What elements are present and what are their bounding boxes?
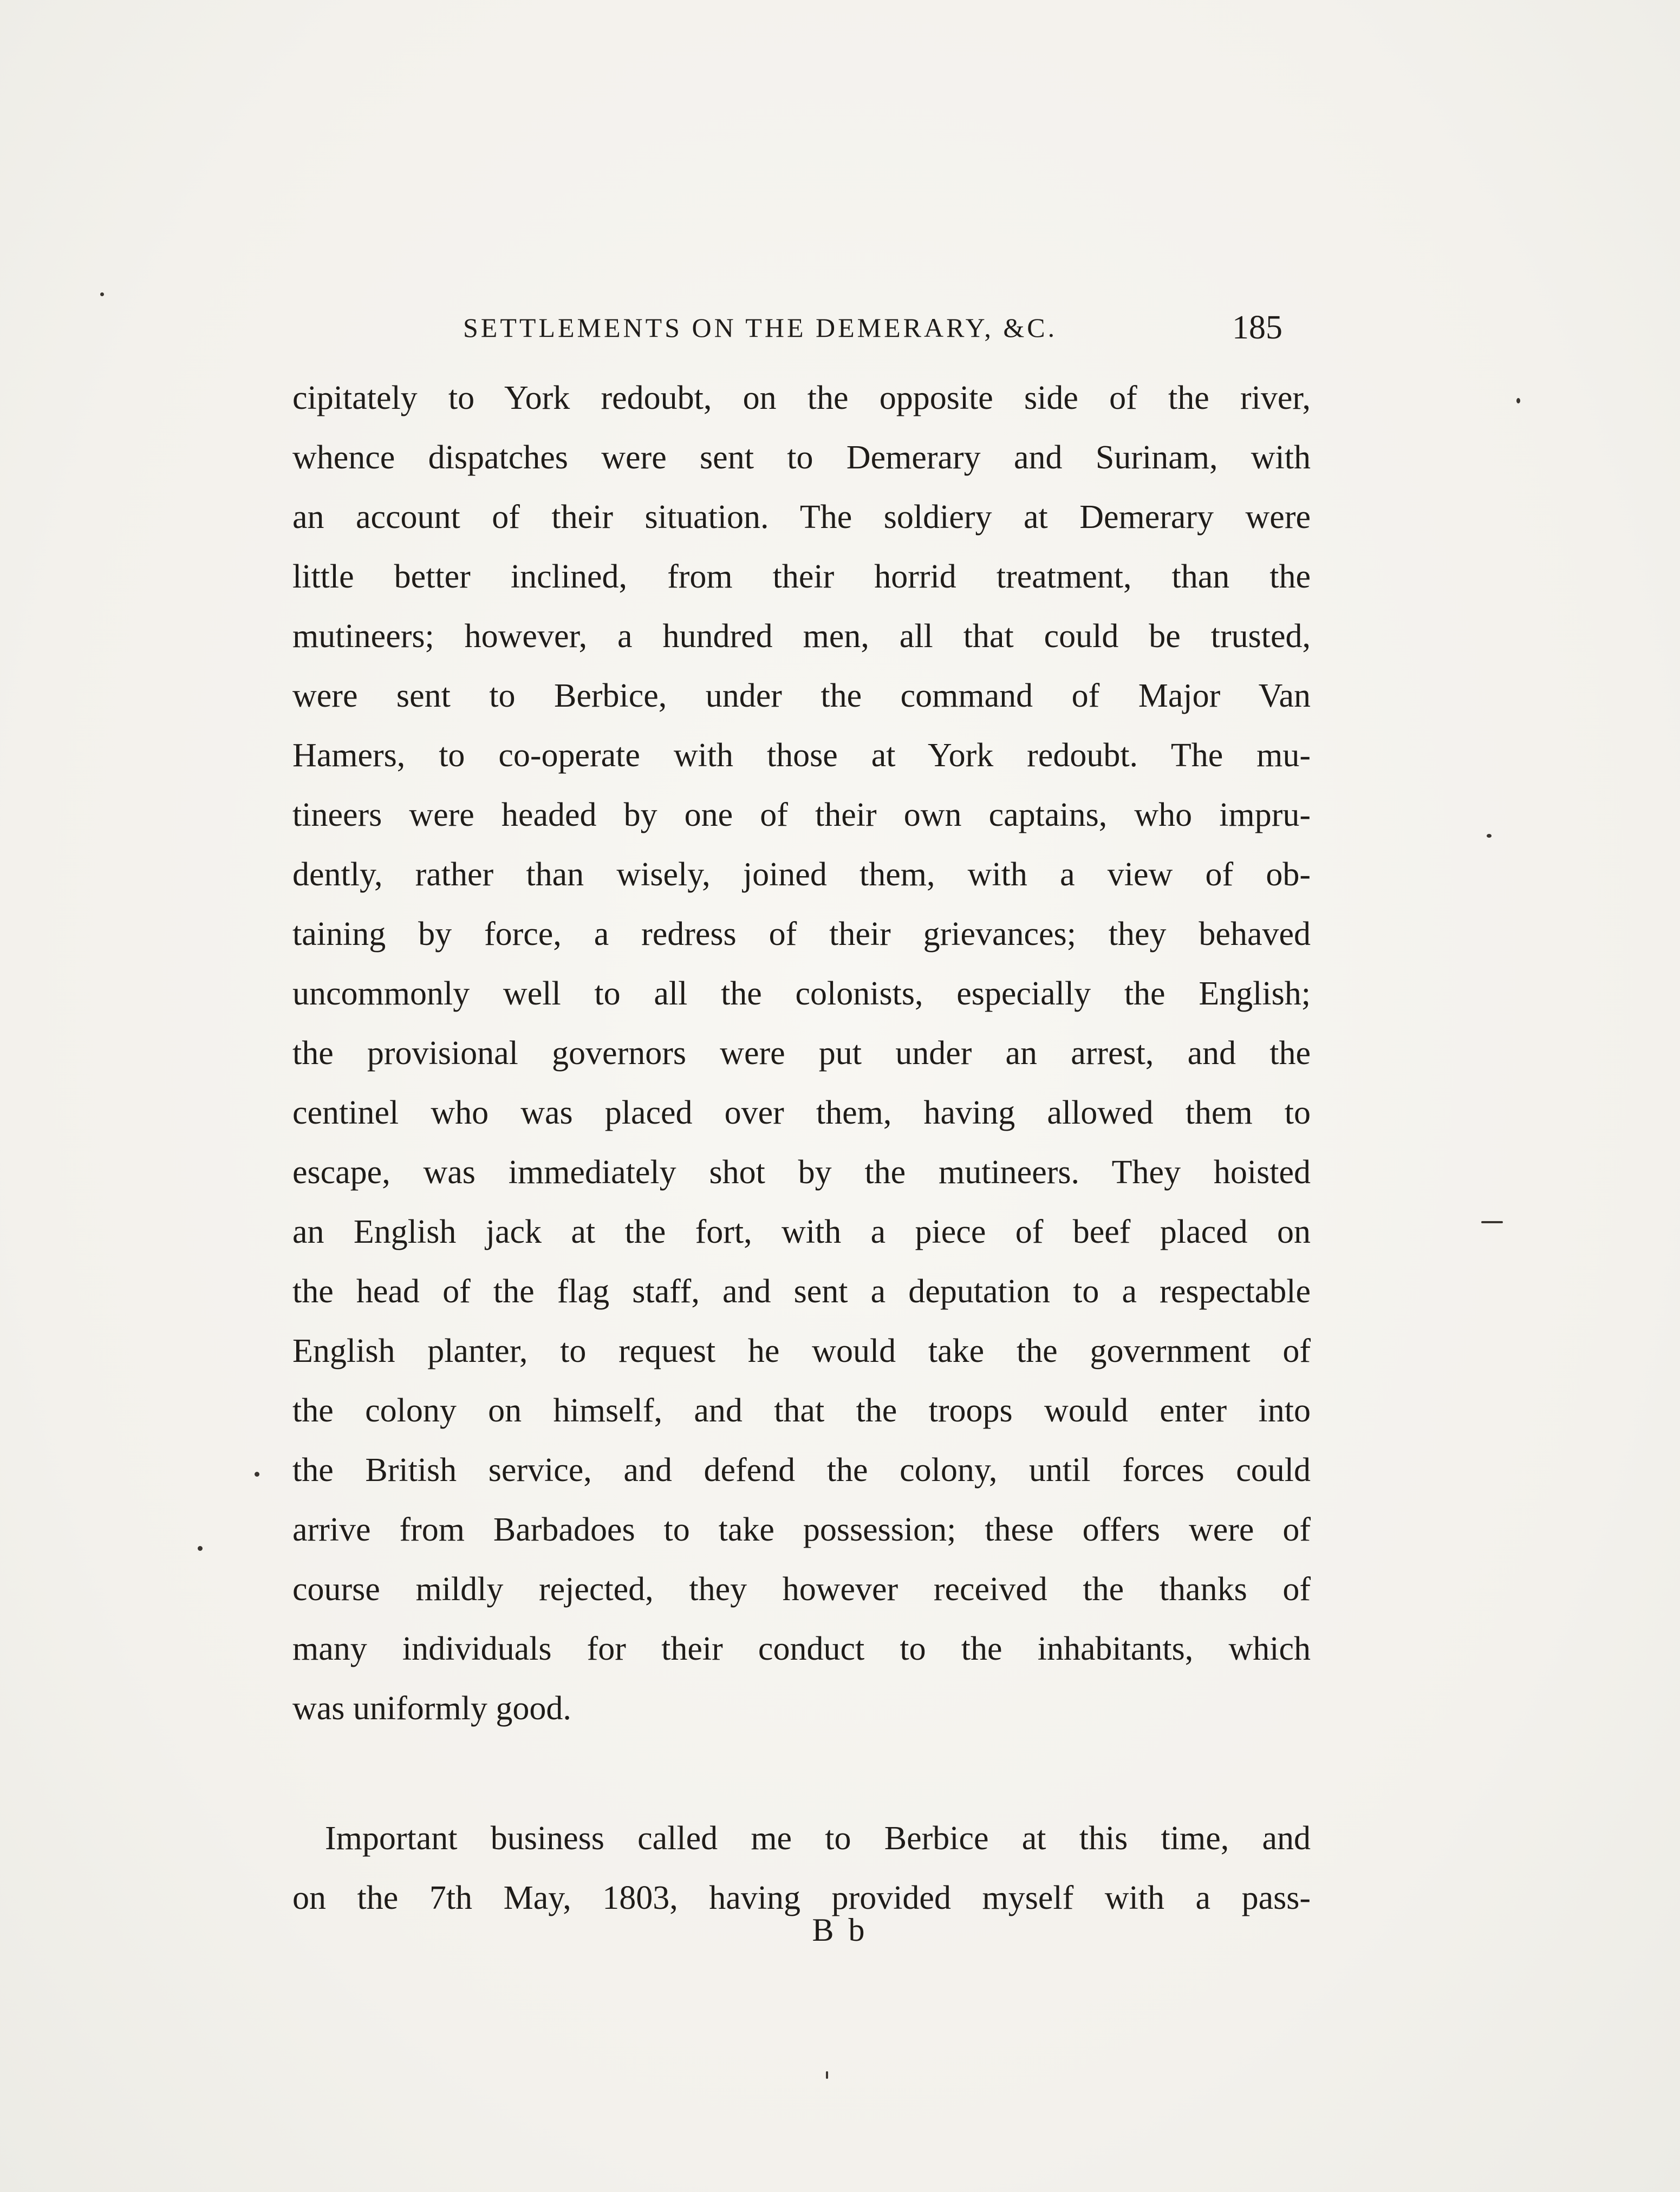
text-line: centinel who was placed over them, having allowed them to: [292, 1094, 1311, 1131]
text-line: an account of their situation. The soldiery at Demerary were: [292, 499, 1311, 536]
text-line: arrive from Barbadoes to take possession; these offers were of: [292, 1511, 1311, 1548]
page-header: [463, 309, 1303, 352]
text-line: was uniformly good.: [292, 1690, 571, 1727]
text-line: the provisional governors were put under an arrest, and the: [292, 1035, 1311, 1072]
text-line: Important business called me to Berbice at this time, and: [325, 1820, 1311, 1857]
running-head: SETTLEMENTS ON THE DEMERARY, &C.: [463, 312, 1058, 343]
text-line: little better inclined, from their horrid treatment, than the: [292, 558, 1311, 595]
text-line: cipitately to York redoubt, on the opposite side of the river,: [292, 380, 1311, 416]
paper-speck: [1516, 398, 1520, 403]
text-line: the British service, and defend the colony, until forces could: [292, 1452, 1311, 1489]
text-line: on the 7th May, 1803, having provided myself with a pass-: [292, 1880, 1311, 1916]
text-line: escape, was immediately shot by the mutineers. They hoisted: [292, 1154, 1311, 1191]
paper-speck: [255, 1472, 259, 1477]
paper-speck: [100, 292, 104, 296]
text-line: English planter, to request he would take the government of: [292, 1333, 1311, 1369]
text-line: an English jack at the fort, with a piece of beef placed on: [292, 1214, 1311, 1250]
paragraph-gap: [292, 1738, 1311, 1809]
text-line: the head of the flag staff, and sent a deputation to a respectable: [292, 1273, 1311, 1310]
paragraph-1: [292, 368, 1311, 1738]
signature-mark: B b: [812, 1912, 868, 1948]
body-text: [292, 368, 1311, 1928]
text-line: many individuals for their conduct to the inhabitants, which: [292, 1630, 1311, 1667]
text-line: mutineers; however, a hundred men, all that could be trusted,: [292, 618, 1311, 655]
text-line: the colony on himself, and that the troops would enter into: [292, 1392, 1311, 1429]
paper-speck: [1487, 834, 1492, 838]
paper-speck: [198, 1546, 203, 1551]
text-line: were sent to Berbice, under the command of Major Van: [292, 677, 1311, 714]
text-line: uncommonly well to all the colonists, especially the English;: [292, 975, 1311, 1012]
paper-speck: [826, 2071, 828, 2079]
page-number: 185: [1232, 309, 1282, 346]
paragraph-2: [292, 1809, 1311, 1928]
text-line: Hamers, to co-operate with those at York redoubt. The mu-: [292, 737, 1311, 774]
paper-speck: [1481, 1221, 1503, 1223]
text-line: dently, rather than wisely, joined them, with a view of ob-: [292, 856, 1311, 893]
text-line: tineers were headed by one of their own captains, who impru-: [292, 797, 1311, 833]
text-line: whence dispatches were sent to Demerary and Surinam, with: [292, 439, 1311, 476]
text-line: taining by force, a redress of their grievances; they behaved: [292, 916, 1311, 953]
text-line: course mildly rejected, they however received the thanks of: [292, 1571, 1311, 1608]
